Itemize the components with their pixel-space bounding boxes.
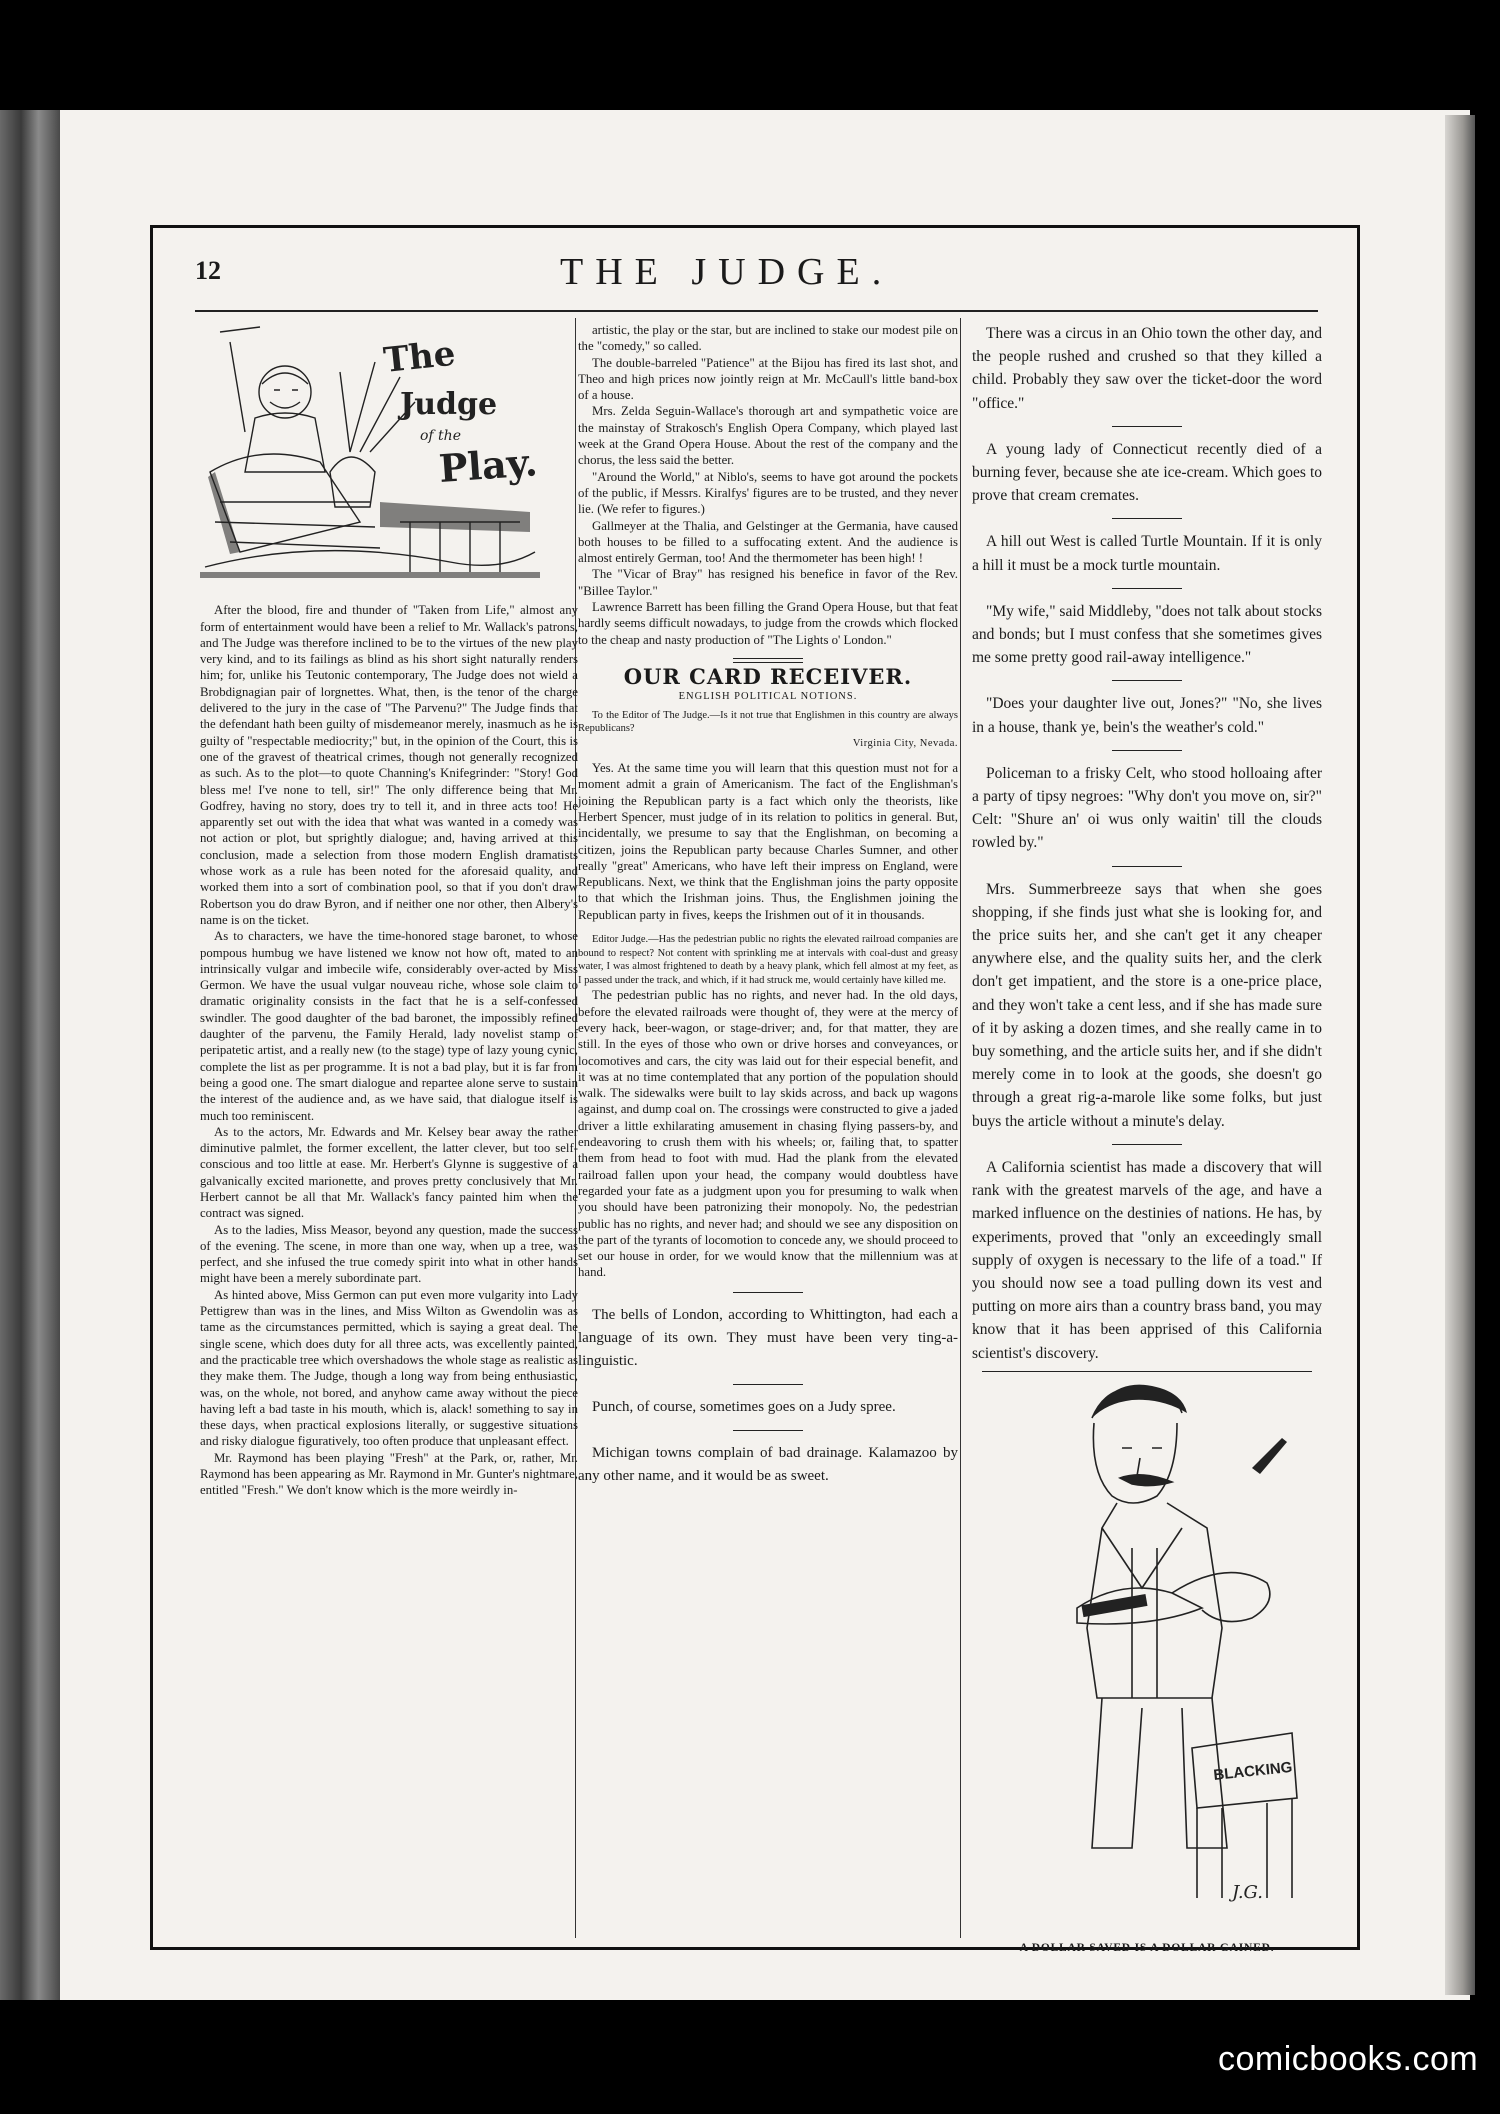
item-divider <box>1112 426 1182 427</box>
cartoon-top-rule <box>982 1371 1312 1372</box>
joke-item: Michigan towns complain of bad drainage. Kalamazoo by any other name, and it would be as sweet. <box>578 1444 958 1484</box>
review-paragraph: As to the ladies, Miss Measor, beyond any question, made the success of the evening. The scene, in more than one way, when up a tree, was perfect, and she infused the true comedy spirit into what in other hands might have been a merely subordinate part. <box>200 1222 578 1286</box>
page-number: 12 <box>195 256 221 285</box>
item-divider <box>733 1292 803 1293</box>
review-paragraph: After the blood, fire and thunder of "Taken from Life," almost any form of entertainment would have been a relief to Mr. Wallack's patrons, and The Judge was therefore inclined to be to the virtues of the new play very kind, and to its failings as blind as his short sight naturally renders him; for, unlike his Teutonic contemporary, The Judge does not wield a Brobdignagian pair of lorgnettes. What, then, is the tenor of the charge delivered to the jury in the case of "The Parvenu?" The Judge finds that the defendant hath been guilty of misdemeanor merely, inasmuch as he is guilty of "respectable mediocrity;" but, in the opinion of the Court, this is one of the gravest of theatrical crimes, though not generally recognized as such. As to the plot—to quote Channing's Knifegrinder: "Story! God bless me! I've none to tell, sir!" The only difference being that Mr. Godfrey, having no story, does try to tell it, and in three acts too! He apparently set out with the idea that what was wanted in a comedy was not action or plot, but sprightly dialogue; and, having arrived at this conclusion, made a selection from those modern English dramatists whose work as a rule has been noted for the aforesaid quality, and worked them into a sort of combination pool, so that if you don't draw Robertson you do draw Byron, and if neither one nor other, then Albery's name is on the ticket. <box>200 603 578 927</box>
reader-letter: To the Editor of The Judge.—Is it not true that Englishmen in this country are always Republicans? <box>578 709 958 735</box>
theatre-note: "Around the World," at Niblo's, seems to have got around the pockets of the public, if Messrs. Kiralfys' figures are to be trusted, and they never lie. (We refer to figures.) <box>578 469 958 517</box>
section-title: OUR CARD RECEIVER. <box>623 663 913 689</box>
column-theatre-review <box>200 322 578 1499</box>
theatre-note: Lawrence Barrett has been filling the Grand Opera House, but that feat hardly seems difficult nowadays, to judge from the crowds which flocked to the cheap and nasty production of "The Lights o' London." <box>578 600 958 647</box>
masthead-title: THE JUDGE. <box>560 251 894 293</box>
item-divider <box>733 1430 803 1431</box>
section-subtitle: ENGLISH POLITICAL NOTIONS. <box>678 691 858 703</box>
editor-reply: Yes. At the same time you will learn that this question must not for a moment admit a grain of Americanism. The fact of the Englishman's joining the Republican party is a fact which only the theorists, like Herbert Spencer, must judge of in its relation to politics in general. But, incidentally, we presume to say that the Englishman, on becoming a citizen, joins the Republican party because Charles Sumner, and other really "great" Americans, who have left their impress on England, were Republicans. Next, we think that the Englishman joins the party opposite to that which the Irishman joins. Thus, the Englishmen joining the Republican party in fives, keeps the Irishmen out of it in thousands. <box>578 761 958 922</box>
svg-text:of the: of the <box>420 428 461 444</box>
review-paragraph: As to the actors, Mr. Edwards and Mr. Kelsey bear away the rather diminutive palmlet, the former excellent, the latter clever, but too self-conscious and too little at ease. Mr. Herbert's Glynne is suggestive of a galvanically excited marionette, and proves pretty conclusively that Mr. Herbert cannot be all that Mr. Wallack's fancy painted him when the contract was signed. <box>200 1124 578 1221</box>
item-divider <box>733 1384 803 1385</box>
judge-of-the-play-illustration <box>200 322 540 590</box>
artist-signature: J.G. <box>1232 1881 1263 1903</box>
item-divider <box>1112 1144 1182 1145</box>
review-paragraph: As hinted above, Miss Germon can put even more vulgarity into Lady Pettigrew than was in the lines, and Miss Wilton as Gwendolin was as tame as the circumstances permitted, which is saying a great deal. The single scene, which does duty for all three acts, was excellently painted, and the practicable tree which overshadows the whole stage as realistic as they make them. The Judge, though a long way from being enthusiastic, was, on the whole, not bored, and anyhow came away without the piece having left a bad taste in his mouth, which is, alack! something to say in these days, when practical explosions literally, or suggestive situations and risky dialogue figuratively, too often produce that unpleasant effect. <box>200 1287 578 1449</box>
page-edge <box>1445 115 1475 1995</box>
column-divider-2 <box>960 318 961 1938</box>
blacking-sign-text: BLACKING <box>1212 1758 1294 1784</box>
item-divider <box>1112 588 1182 589</box>
column-notes-and-cards <box>578 322 958 1488</box>
joke-item: There was a circus in an Ohio town the other day, and the people rushed and crushed so that they killed a child. Probably they saw over the ticket-door the word "office." <box>972 325 1322 412</box>
editor-reply: The pedestrian public has no rights, and never had. In the old days, before the elevated railroads were thought of, they were at the mercy of every hack, beer-wagon, or stage-driver; and, for that matter, they are still. In the eyes of those who own or drive horses and conveyances, or locomotives and cars, the city was laid out for their especial benefit, and it was at no time contemplated that any portion of the population should walk. The sidewalks were built to lay skids across, and back up wagons against, and dump coal on. The crossings were constructed to give a jaded driver a little exhilarating amusement in chasing flying passers-by, and endeavoring to crush them with his wheels; or, failing that, to spatter them from head to foot with mud. Had the plank from the elevated railroad fallen upon your head, the company would doubtless have regarded your fate as a judgment upon you for presuming to walk when you should have been patronizing their monopoly. No, the pedestrian public has no rights, and never had; and should we see any disposition on the part of the tyrants of locomotion to concede any, we should proceed to set our house in order, for we would know that the millennium was at hand. <box>578 988 958 1280</box>
joke-item: Punch, of course, sometimes goes on a Judy spree. <box>592 1398 896 1415</box>
section-divider <box>733 658 803 663</box>
joke-item: A young lady of Connecticut recently died of a burning fever, because she ate ice-cream. Which goes to prove that cream cremates. <box>972 440 1322 505</box>
theatre-note: Gallmeyer at the Thalia, and Gelstinger at the Germania, have caused both houses to be filled to a suffocating extent. And the audience is almost entirely German, too! And the thermometer has been high! ! <box>578 518 958 566</box>
joke-item: Policeman to a frisky Celt, who stood holloaing after a party of tipsy negroes: "Why don't you move on, sir?" Celt: "Shure an' oi wus only waitin' till the clouds rowled by." <box>972 764 1322 852</box>
cartoon-caption: A DOLLAR SAVED IS A DOLLAR GAINED. <box>1019 1941 1275 1954</box>
theatre-note: The double-barreled "Patience" at the Bijou has fired its last shot, and Theo and high prices now jointly reign at Mr. McCaull's little band-box of a house. <box>578 355 958 403</box>
letter-signature: Virginia City, Nevada. <box>852 737 958 749</box>
item-divider <box>1112 866 1182 867</box>
reader-letter: Editor Judge.—Has the pedestrian public no rights the elevated railroad companies are bound to respect? Not content with sprinkling me at intervals with coal-dust and greasy water, I was almost frightened to death by a heavy plank, which fell almost at my feet, as I passed under the track, and which, if it had struck me, would certainly have killed me. <box>578 933 958 986</box>
theatre-note: The "Vicar of Bray" has resigned his benefice in favor of the Rev. "Billee Taylor." <box>578 567 958 598</box>
svg-text:Judge: Judge <box>400 387 498 422</box>
joke-item: "My wife," said Middleby, "does not talk about stocks and bonds; but I must confess that she sometimes gives me some pretty good rail-away intelligence." <box>972 602 1322 667</box>
joke-item: A California scientist has made a discovery that will rank with the greatest marvels of the age, and have a marked influence on the destinies of nations. He has, by experiments, proved that "only an exceedingly small supply of oxygen is necessary to the life of a toad." If you should now see a toad pulling down its vest and putting on more airs than a country brass band, you may know that it has been apprised of this California scientist's discovery. <box>972 1158 1322 1362</box>
joke-item: A hill out West is called Turtle Mountain. If it is only a hill it must be a mock turtle mountain. <box>972 533 1322 574</box>
review-paragraph: Mr. Raymond has been playing "Fresh" at the Park, or, rather, Mr. Raymond has been appearing as Mr. Raymond in Mr. Gunter's nightmare, entitled "Fresh." We don't know which is the more weirdly in- <box>200 1450 578 1498</box>
joke-item: "Does your daughter live out, Jones?" "No, she lives in a house, thank ye, bein's the weather's cold." <box>972 695 1322 736</box>
item-divider <box>1112 750 1182 751</box>
watermark-text: comicbooks.com <box>1218 2040 1479 2078</box>
bootblack-cartoon <box>982 1378 1312 1933</box>
item-divider <box>1112 518 1182 519</box>
theatre-note: artistic, the play or the star, but are inclined to stake our modest pile on the "comedy," so called. <box>578 323 958 354</box>
theatre-note: Mrs. Zelda Seguin-Wallace's thorough art and sympathetic voice are the mainstay of Strakosch's English Opera Company, which played last week at the Grand Opera House. About the rest of the company and the chorus, the less said the better. <box>578 404 958 468</box>
item-divider <box>1112 680 1182 681</box>
header-rule <box>195 310 1318 312</box>
joke-item: The bells of London, according to Whittington, had each a language of its own. They must have been very ting-a-linguistic. <box>578 1306 958 1369</box>
review-paragraph: As to characters, we have the time-honored stage baronet, to whose pompous humbug we have listened we know not how oft, mated to an intrinsically vulgar and imbecile wife, considerably over-acted by Miss Germon. We have the usual vulgar nouveau riche, whose sole claim to dramatic originality consists in the fact that he is a self-confessed swindler. The good daughter of the bad baronet, the impossibly refined daughter of the parvenu, the Family Herald, lady novelist stamp of peripatetic artist, and a really new (to the stage) type of lazy young cynic, complete the list as per programme. It is not a bad play, but it is far from being a good one. The smart dialogue and repartee alone serve to sustain the interest of the audience and, as we have said, that dialogue itself is much too reminiscent. <box>200 929 578 1123</box>
column-jokes <box>972 322 1322 1960</box>
svg-text:The: The <box>381 333 458 381</box>
svg-text:Play.: Play. <box>437 439 539 491</box>
joke-item: Mrs. Summerbreeze says that when she goes shopping, if she finds just what she is looking for, and the price suits her, and she can't get it any cheaper anywhere else, and the quality suits her, and the clerk don't get impatient, and the store is a one-price place, and they won't take a cent less, and if she has made sure of it by asking a dozen times, and she really came in to buy something, and the article suits her, and if she didn't merely come in to look at the goods, she doesn't go through a great rig-a-marole like some folks, but just buys the article without a minute's delay. <box>972 880 1322 1130</box>
